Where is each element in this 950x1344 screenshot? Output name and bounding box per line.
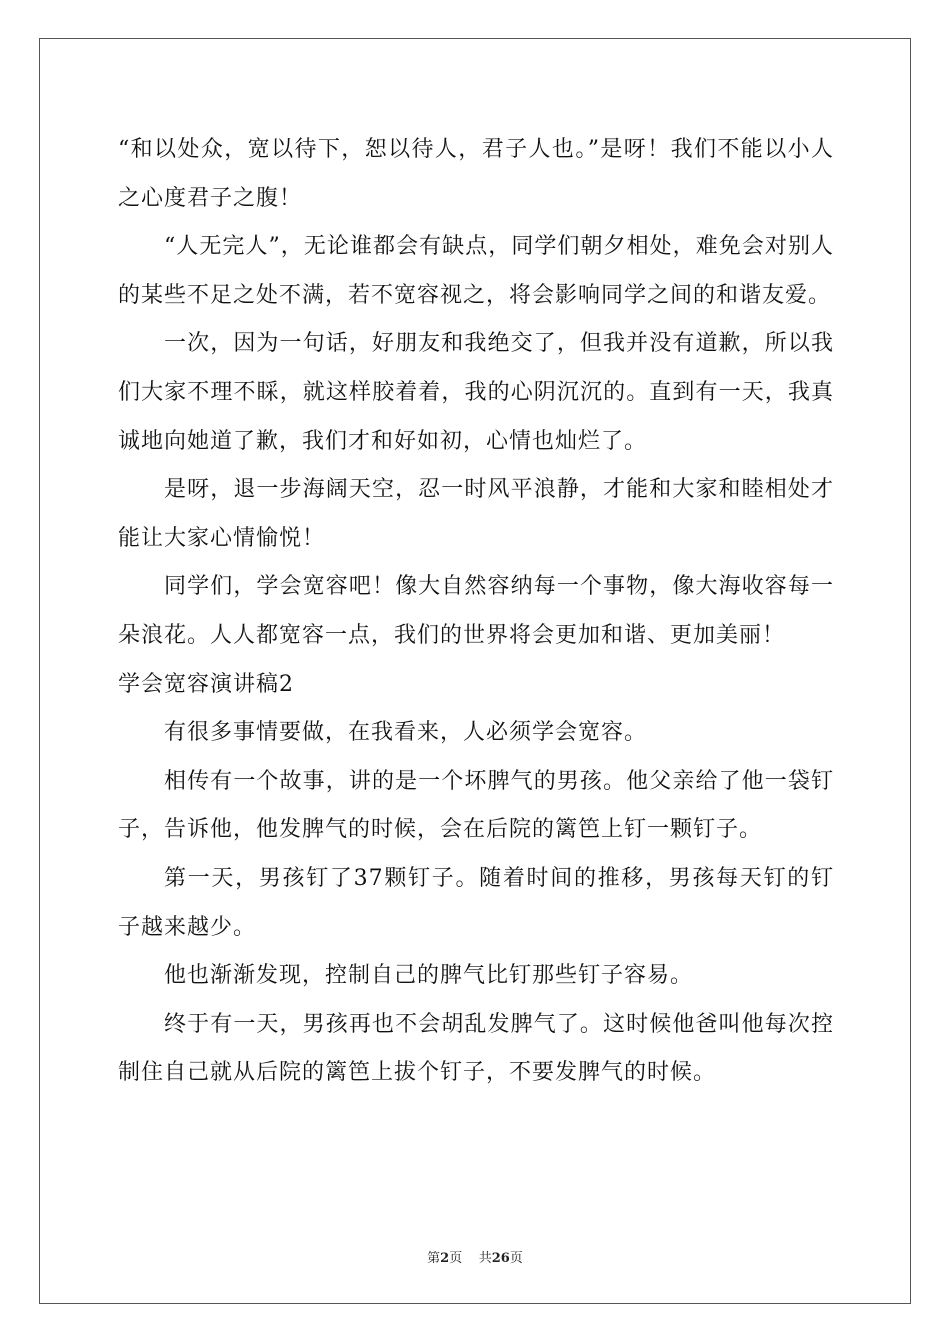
paragraph: 相传有一个故事，讲的是一个坏脾气的男孩。他父亲给了他一袋钉子，告诉他，他发脾气的时候，会在后院的篱笆上钉一颗钉子。 [118, 768, 834, 843]
footer-total-prefix: 共 [478, 1251, 492, 1266]
paragraph: 有很多事情要做，在我看来，人必须学会宽容。 [164, 720, 648, 746]
section-title: 学会宽容演讲稿2 [118, 671, 294, 697]
page-footer [0, 1247, 950, 1266]
current-page-number: 2 [440, 1251, 450, 1266]
paragraph: 同学们，学会宽容吧！像大自然容纳每一个事物，像大海收容每一朵浪花。人人都宽容一点，我们的世界将会更加和谐、更加美丽！ [118, 574, 834, 648]
footer-prefix: 第 [427, 1251, 441, 1266]
paragraph: 是呀，退一步海阔天空，忍一时风平浪静，才能和大家和睦相处才能让大家心情愉悦！ [118, 477, 834, 551]
total-page-count: 26 [491, 1251, 510, 1266]
paragraph: 他也渐渐发现，控制自己的脾气比钉那些钉子容易。 [164, 963, 694, 989]
document-body [118, 126, 834, 1098]
paragraph: 终于有一天，男孩再也不会胡乱发脾气了。这时候他爸叫他每次控制住自己就从后院的篱笆上拔个钉子，不要发脾气的时候。 [118, 1011, 834, 1086]
paragraph: “和以处众，宽以待下，恕以待人，君子人也。”是呀！我们不能以小人之心度君子之腹！ [118, 137, 834, 211]
paragraph: “人无完人”，无论谁都会有缺点，同学们朝夕相处，难免会对别人的某些不足之处不满，若不宽容视之，将会影响同学之间的和谐友爱。 [118, 234, 834, 308]
footer-page-unit: 页 [449, 1251, 463, 1266]
footer-total-unit: 页 [509, 1251, 523, 1266]
paragraph: 第一天，男孩钉了37颗钉子。随着时间的推移，男孩每天钉的钉子越来越少。 [118, 865, 834, 940]
paragraph: 一次，因为一句话，好朋友和我绝交了，但我并没有道歉，所以我们大家不理不睬，就这样胶着着，我的心阴沉沉的。直到有一天，我真诚地向她道了歉，我们才和好如初，心情也灿烂了。 [118, 331, 834, 454]
